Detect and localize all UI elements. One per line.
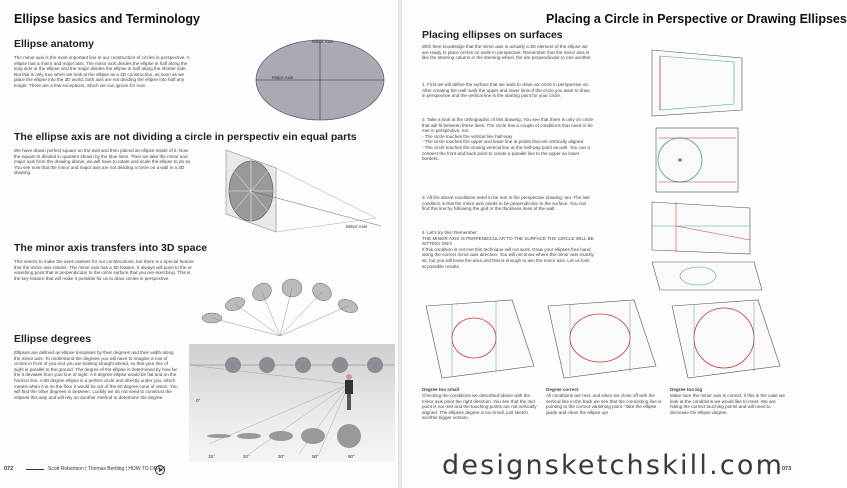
left-page [0,0,398,488]
caption-correct-text: All conditions are met, and when we close off with the vertical line in the back we see that the connecting line is pointing to the correct vanishing point. Take the ellipse guide and clean the ellipse up! [546,393,662,415]
caption-too-big-title: Degree too big [670,387,703,392]
step-4-text: 4. Let's try this! Remember: THE MINOR AXIS IS PERPENDICULAR TO THE SURFACE THE CIRCLE WILL BE SITTING ON!!! If this condition is not met this technique will not work. Draw your ellipses free hand along the correct minor axis direction. You will not know where the minor axis exactly sit, but you will know the area and that is enough to aim the minor axis. Let us look at possible results [422,230,594,269]
step-2-text: 2. Take a look at the orthographic of this drawing. You see that there is only on circle that will fit between these lines. The circle has a couple of conditions that need to be met in perspective, too. - The circle touches the vertical line half-way - The circle touches the upper and lower line at points that are vertically aligned - The circle touches the closing vertical line at the half-way point as well. You can a connect the front and back point to create a parallel line to the upper an lower borders. [422,117,594,162]
step-1-text: 1. First we will define the surface that we want to draw our circle in perspective on. After creating the wall mark the upper and lower limit of the circle you want to draw in perspective and the vertical line is the starting point for your circle. [422,82,590,99]
ellipse-anatomy-diagram [248,36,388,126]
step-3-diagram [646,200,756,258]
play-icon [155,465,165,475]
ellipse-degrees-diagram [189,344,395,462]
result-degree-too-small-diagram [422,296,538,382]
result-degree-correct-diagram [544,296,660,382]
step-3-text: 3. All the above conditions need to be met in the perspective drawing, too. The last condition is that the minor axis needs to be perpendicular to the surface. You can find this line by following the grid or the thickness lines of the wall. [422,195,590,212]
figure-person [345,380,353,394]
section-text-ellipse-anatomy: The minor axis is the most important line in our construction of circles in perspective. A ellipse has a minor and major axis. The minor axis divides the ellipse in half along the long side or the ellipse and the major divides the ellipse in half along the shorter side. But this is only true when we look at the ellipse as a 2D construction, as soon as we place the ellipse into the 3D world, both axis are not dividing the ellipse into half any longer. There are a few exceptions, which we can ignore for now. [14,55,190,88]
left-page-title: Ellipse basics and Terminology [14,12,200,26]
degree-label-15: 15° [208,454,215,459]
section-heading-axis-not-dividing: The ellipse axis are not dividing a circle in perspectiv ein equal parts [14,131,357,143]
footer-credits: Scott Robertson | Thomas Bertling | HOW TO DRAW [48,466,166,472]
minor-axis-label-2: Minor Axis [346,224,368,229]
site-watermark: designsketchskill.com [442,450,785,481]
caption-too-big-text: Make sure the minor axis is correct, if this is the case we look at the conditions we would like to meet. We are hitting the correct touching points and will need to decrease the ellipse degree. [670,393,785,415]
major-axis-label: Major Axis [272,75,294,80]
footer-rule [26,469,44,470]
step-2-diagram [652,124,742,196]
minor-axis-label: Minor Axis [312,39,334,44]
degree-label-50: 50° [312,454,319,459]
section-heading-ellipse-degrees: Ellipse degrees [14,333,92,345]
section-heading-ellipse-anatomy: Ellipse anatomy [14,38,94,50]
right-page-title: Placing a Circle in Perspective or Drawing Ellipses [546,12,847,26]
section-heading-placing-ellipses: Placing ellipses on surfaces [422,29,563,41]
result-degree-too-big-diagram [668,296,784,382]
section-text-minor-axis-3d: This seems to make the axes useless for our constructions, but there is a special feature that the minor axis retains. The minor axis has a 3D feature. It always will point to the or vanishing point that is perpendicular to the circle surface that you are sketching. This is the key feature that will make it possible for us to draw circles in perspective. [14,259,194,281]
section-heading-minor-axis-3d: The minor axis transfers into 3D space [14,242,208,254]
degree-label-30: 30° [278,454,285,459]
step-1-diagram [646,48,746,118]
step-4-diagram [646,258,766,298]
rotating-ellipses-diagram [190,248,370,338]
degree-label-0: 0° [196,398,201,403]
right-page [402,0,847,488]
caption-too-small-text: Checking the conditions we described above with the minor axis point the right direction. You see that the mid point is not met and the touching points are not vertically aligned. The ellipses degree is too small, just sketch another bigger version. [422,393,537,421]
degree-label-90: 90° [348,454,355,459]
intro-text: With then knowledge that the minor axis is actually a 3D element of the ellipse we are ready to place circles on walls in perspective. Remember that the minor axis is like the steering column in the steering wheel, the are perpendicular to one another. [422,44,592,61]
degree-label-20: 20° [243,454,250,459]
caption-correct-title: Degree correct [546,387,579,392]
section-text-axis-not-dividing: We have drawn perfect square on the wall and then placed an ellipse inside of it. Now the square is divided in quarters shown by the blue lines. Then we take the minor and major axis from the drawing above, we will have to rotate and scale the ellipse to do so. You see now that the minor and major axis are not dividing a circle on a wall in a 3D drawing. [14,148,192,176]
right-page-number: 073 [782,466,792,472]
section-text-ellipse-degrees: Ellipses are defined as ellipse templates by their degrees and their width along the minor axis. To understand the degrees you will have to imagine a row of circles in front of you and you are looking straight ahead, so that your line of sight is parallel to the ground. The degree of the ellipse is determined by how far the it deviates from your line of sight. A 0 degree ellipse would be flat and on the horizon line. A 90 degree ellipse is a perfect circle and directly under you, which means when it is on the floor it would be out of the 60 degree cone of vision. You will find the other degrees in between. Luckily we do not need to construct the ellipses this way and will rely on another method to determine the degree. [14,350,178,400]
caption-too-small-title: Degree too small [422,387,460,392]
left-page-number: 072 [4,466,14,472]
